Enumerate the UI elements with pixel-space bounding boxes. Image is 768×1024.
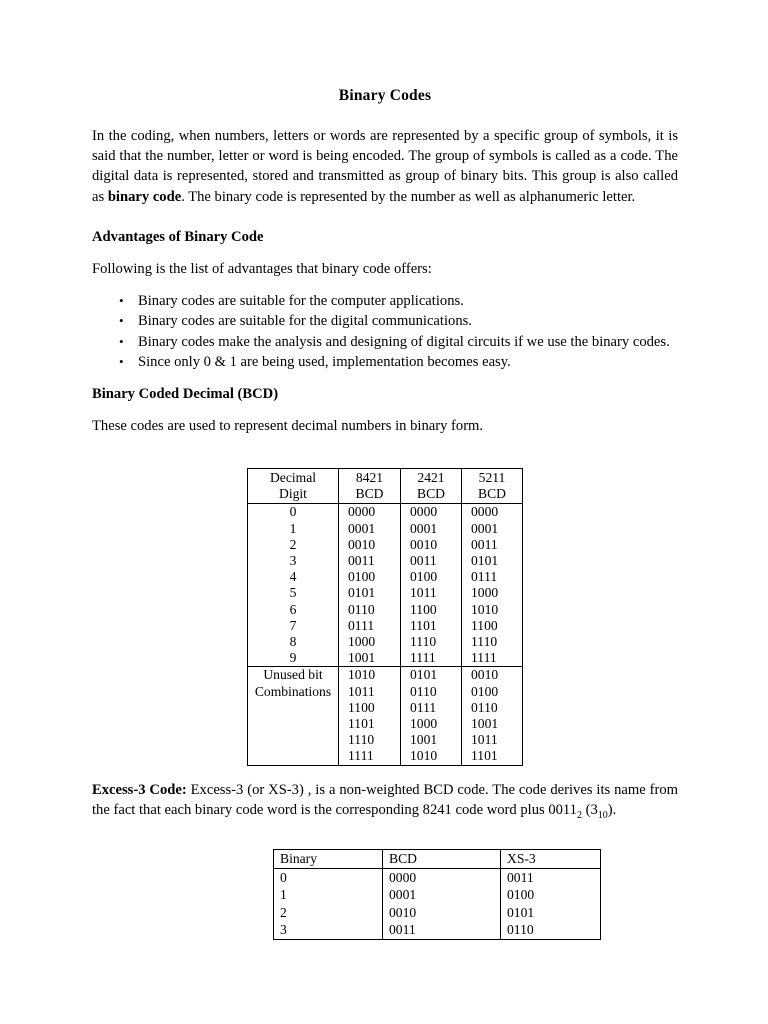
cell-8421: 1000 [339, 634, 401, 650]
cell-2421: 1010 [401, 748, 462, 765]
advantages-heading: Advantages of Binary Code [92, 228, 264, 245]
cell-2421: 0100 [401, 569, 462, 585]
excess3-subscript-10: 10 [597, 810, 608, 822]
cell-bcd: 0000 [383, 868, 501, 886]
cell-5211: 1111 [462, 650, 523, 667]
bullet-icon: • [119, 293, 124, 309]
cell-digit: 7 [248, 618, 339, 634]
cell-8421: 1001 [339, 650, 401, 667]
header-cell-bcd: BCD [383, 850, 501, 869]
cell-bcd: 0001 [383, 886, 501, 904]
cell-5211: 0100 [462, 684, 523, 700]
cell-8421: 0101 [339, 585, 401, 601]
cell-digit: 4 [248, 569, 339, 585]
cell-digit: 1 [248, 521, 339, 537]
cell-2421: 0011 [401, 553, 462, 569]
cell-8421: 0111 [339, 618, 401, 634]
header-cell-binary: Binary [274, 850, 383, 869]
table-row [248, 585, 523, 601]
page-title: Binary Codes [338, 87, 432, 104]
table-row [248, 521, 523, 537]
cell-8421: 1101 [339, 716, 401, 732]
header-line2: BCD [355, 486, 384, 502]
excess3-text-part2: (3 [581, 802, 598, 819]
cell-binary: 2 [274, 904, 383, 922]
intro-paragraph [92, 126, 678, 207]
cell-8421: 0001 [339, 521, 401, 537]
cell-digit: 9 [248, 650, 339, 667]
cell-2421: 1000 [401, 716, 462, 732]
cell-binary: 1 [274, 886, 383, 904]
cell-2421: 1111 [401, 650, 462, 667]
header-cell-5211-bcd [462, 469, 523, 504]
list-item-label: Binary codes are suitable for the digital communications. [138, 313, 472, 330]
table-row [248, 618, 523, 634]
cell-8421: 1110 [339, 732, 401, 748]
cell-5211: 1010 [462, 602, 523, 618]
table-row [274, 886, 601, 904]
cell-8421: 0011 [339, 553, 401, 569]
excess3-paragraph [92, 780, 678, 826]
excess3-text-part1: Excess-3 (or XS-3) , is a non-weighted BCD code. The code derives its name from the fact that each binary code word is the corresponding 8241 code word plus 0011 [92, 782, 678, 819]
table-row [248, 650, 523, 667]
header-line2: BCD [417, 486, 445, 502]
cell-5211: 0010 [462, 667, 523, 684]
unused-label-line1: Unused bit [263, 667, 323, 683]
table-row [248, 537, 523, 553]
cell-5211: 0011 [462, 537, 523, 553]
cell-digit: 2 [248, 537, 339, 553]
bcd-table-container [247, 468, 522, 766]
bcd-table [247, 468, 523, 766]
header-line2: BCD [478, 486, 506, 502]
cell-digit: 5 [248, 585, 339, 601]
cell-digit: 0 [248, 504, 339, 521]
spacer [92, 404, 678, 416]
table-header-row [274, 850, 601, 869]
header-line2: Digit [279, 486, 307, 502]
cell-8421: 0010 [339, 537, 401, 553]
cell-digit: 8 [248, 634, 339, 650]
bcd-lead: These codes are used to represent decimal numbers in binary form. [92, 418, 484, 435]
xs3-table [273, 849, 601, 940]
xs3-table-container [273, 849, 600, 940]
cell-2421: 1100 [401, 602, 462, 618]
cell-5211: 1101 [462, 748, 523, 765]
cell-5211: 1100 [462, 618, 523, 634]
spacer [92, 207, 678, 227]
header-line1: 5211 [478, 470, 506, 485]
header-line1: 2421 [417, 470, 445, 485]
cell-2421: 0111 [401, 700, 462, 716]
cell-5211: 0000 [462, 504, 523, 521]
list-item-label: Binary codes are suitable for the computer applications. [138, 293, 464, 310]
cell-binary: 0 [274, 868, 383, 886]
cell-5211: 0101 [462, 553, 523, 569]
header-line1: Decimal [269, 470, 317, 485]
cell-2421: 0110 [401, 684, 462, 700]
cell-2421: 1011 [401, 585, 462, 601]
list-item-label: Binary codes make the analysis and designing of digital circuits if we use the binary codes. [138, 333, 670, 350]
table-row [248, 553, 523, 569]
cell-2421: 0010 [401, 537, 462, 553]
cell-5211: 0111 [462, 569, 523, 585]
cell-5211: 1011 [462, 732, 523, 748]
cell-2421: 0001 [401, 521, 462, 537]
cell-2421: 1101 [401, 618, 462, 634]
cell-xs3: 0011 [501, 868, 601, 886]
excess3-label: Excess-3 Code: [92, 782, 187, 798]
spacer [92, 372, 678, 384]
cell-binary: 3 [274, 921, 383, 939]
table-row [248, 569, 523, 585]
intro-text-part2: . The binary code is represented by the number as well as alphanumeric letter. [181, 188, 636, 205]
unused-label-line2: Combinations [254, 683, 332, 699]
table-row [248, 504, 523, 521]
bullet-icon: • [119, 313, 124, 329]
header-line1: 8421 [355, 470, 384, 485]
header-cell-8421-bcd [339, 469, 401, 504]
table-row-unused [248, 667, 523, 684]
cell-8421: 0000 [339, 504, 401, 521]
excess3-subscript-2: 2 [576, 810, 582, 822]
list-item [92, 332, 678, 352]
bullet-icon: • [119, 333, 124, 349]
intro-text-part1: In the coding, when numbers, letters or words are represented by a specific group of symbols, it is said that the number, letter or word is being encoded. The group of symbols is called as a code. The digital data is represented, stored and transmitted as group of binary bits. This group is also called as [92, 128, 678, 205]
bullet-icon: • [119, 353, 124, 369]
cell-bcd: 0011 [383, 921, 501, 939]
header-cell-xs3: XS-3 [501, 850, 601, 869]
cell-8421: 1111 [339, 748, 401, 765]
cell-5211: 0110 [462, 700, 523, 716]
cell-5211: 0001 [462, 521, 523, 537]
table-row [274, 904, 601, 922]
cell-unused-bit-combinations [248, 667, 339, 765]
cell-digit: 3 [248, 553, 339, 569]
cell-2421: 1001 [401, 732, 462, 748]
cell-8421: 0100 [339, 569, 401, 585]
advantages-list [92, 291, 678, 372]
list-item-label: Since only 0 & 1 are being used, implementation becomes easy. [138, 353, 511, 370]
cell-xs3: 0101 [501, 904, 601, 922]
cell-5211: 1000 [462, 585, 523, 601]
cell-5211: 1001 [462, 716, 523, 732]
header-cell-2421-bcd [401, 469, 462, 504]
spacer [92, 247, 678, 259]
cell-bcd: 0010 [383, 904, 501, 922]
bcd-heading: Binary Coded Decimal (BCD) [92, 386, 279, 403]
list-item [92, 352, 678, 372]
cell-xs3: 0100 [501, 886, 601, 904]
excess3-text-part3: ). [607, 802, 617, 819]
table-header-row [248, 469, 523, 504]
document-body [92, 0, 678, 436]
cell-8421: 1010 [339, 667, 401, 684]
cell-2421: 1110 [401, 634, 462, 650]
table-row [248, 634, 523, 650]
cell-8421: 1100 [339, 700, 401, 716]
cell-8421: 1011 [339, 684, 401, 700]
table-row [248, 602, 523, 618]
intro-bold-term: binary code [107, 188, 182, 205]
table-row [274, 921, 601, 939]
cell-digit: 6 [248, 602, 339, 618]
cell-xs3: 0110 [501, 921, 601, 939]
list-item [92, 311, 678, 331]
list-item [92, 291, 678, 311]
advantages-lead: Following is the list of advantages that binary code offers: [92, 261, 432, 278]
header-cell-decimal-digit [248, 469, 339, 504]
table-row [274, 868, 601, 886]
cell-5211: 1110 [462, 634, 523, 650]
cell-2421: 0101 [401, 667, 462, 684]
cell-2421: 0000 [401, 504, 462, 521]
cell-8421: 0110 [339, 602, 401, 618]
spacer [92, 279, 678, 291]
